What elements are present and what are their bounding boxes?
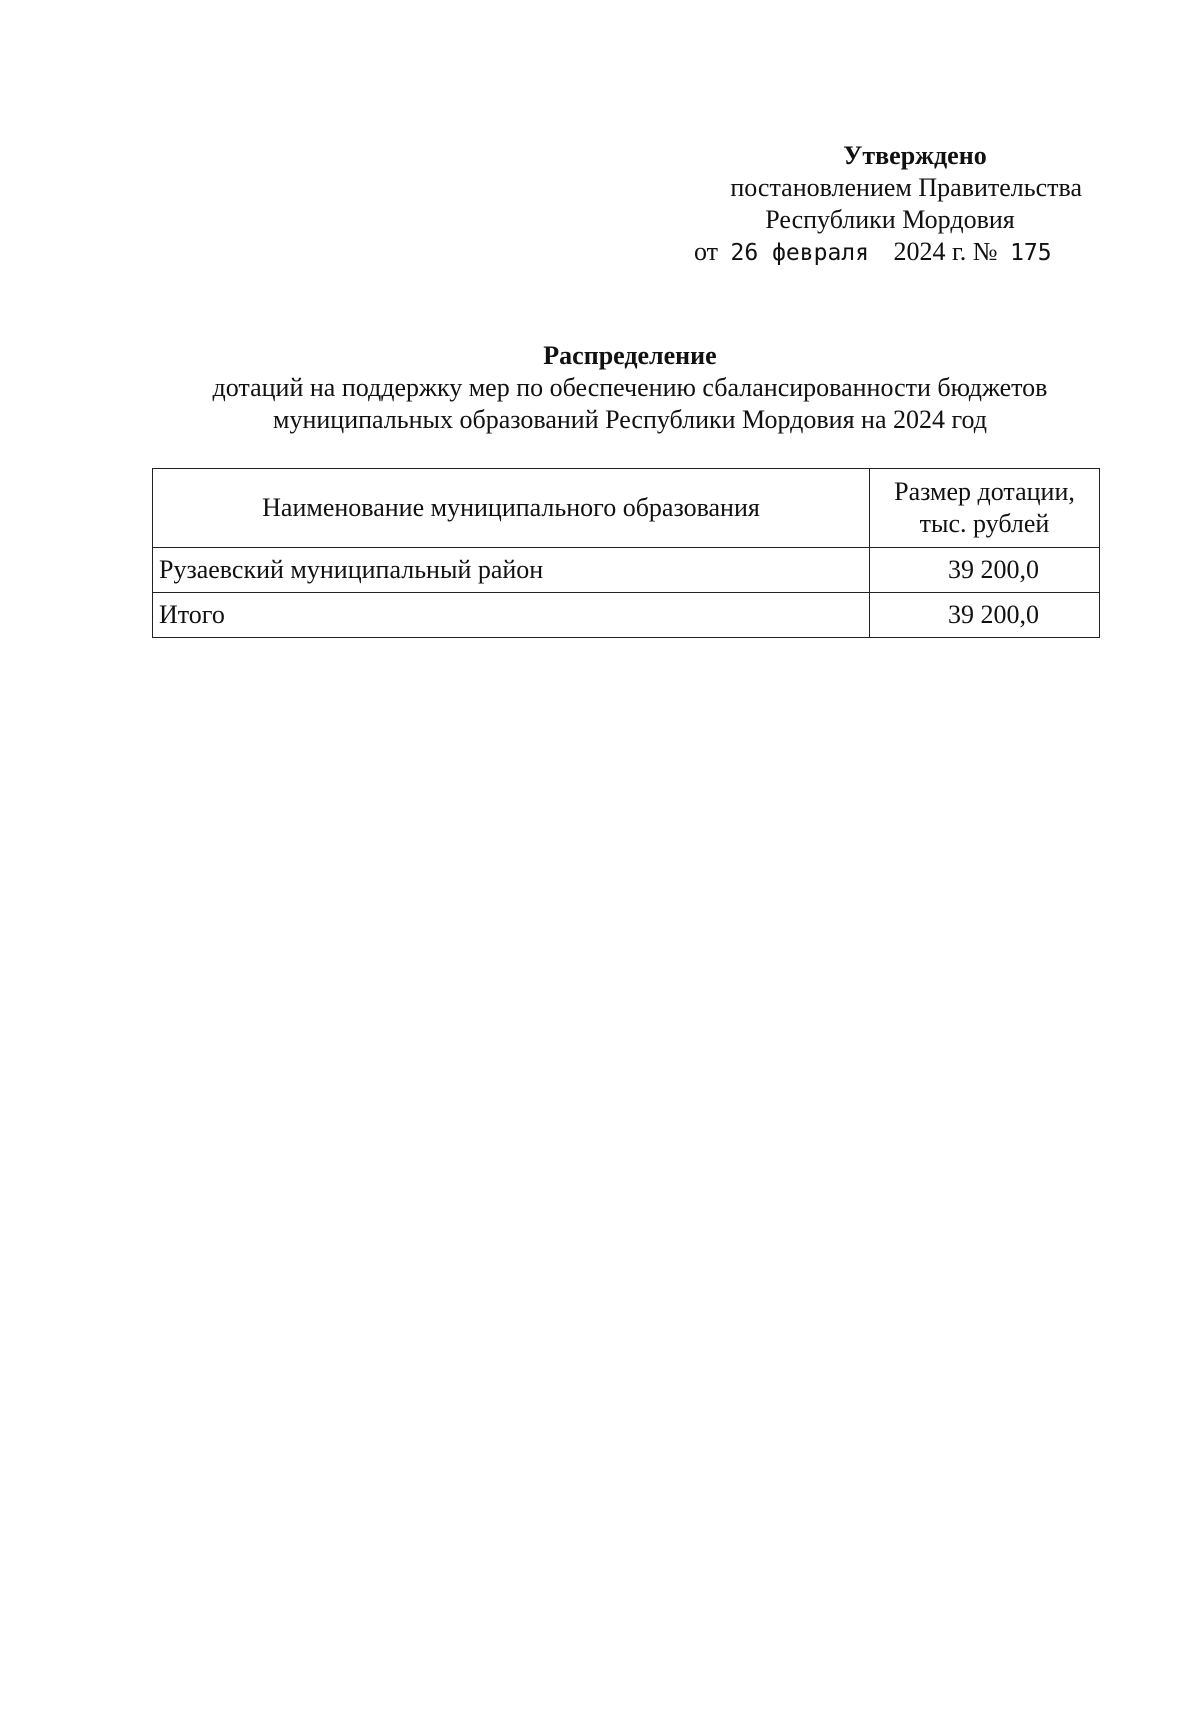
table-row-total — [153, 593, 1100, 638]
document-title: Распределение — [543, 341, 717, 370]
date-prefix: от — [694, 237, 719, 266]
table-row — [153, 548, 1100, 593]
total-label: Итого — [153, 593, 870, 638]
total-amount: 39 200,0 — [870, 593, 1100, 638]
approval-title: Утверждено — [843, 141, 987, 170]
approval-block — [680, 140, 1090, 269]
row-name: Рузаевский муниципальный район — [153, 548, 870, 593]
table-header-row — [153, 469, 1100, 548]
document-heading — [150, 340, 1110, 436]
header-name: Наименование муниципального образования — [153, 469, 870, 548]
approval-date-line — [680, 236, 1090, 269]
approval-issuer: постановлением Правительства — [730, 173, 1082, 202]
header-amount-line1: Размер дотации, — [894, 477, 1075, 506]
header-amount-line2: тыс. рублей — [919, 509, 1050, 538]
document-subtitle-line1: дотаций на поддержку мер по обеспечению сбалансированности бюджетов — [212, 373, 1048, 402]
date-day-month: 26 февраля — [730, 240, 870, 266]
document-subtitle-line2: муниципальных образований Республики Мордовия на 2024 год — [273, 405, 987, 434]
row-amount: 39 200,0 — [870, 548, 1100, 593]
distribution-table — [152, 468, 1100, 638]
document-number: 175 — [1010, 240, 1052, 266]
approval-republic: Республики Мордовия — [765, 205, 1015, 234]
header-amount — [870, 469, 1100, 548]
date-year: 2024 г. № — [893, 237, 998, 266]
